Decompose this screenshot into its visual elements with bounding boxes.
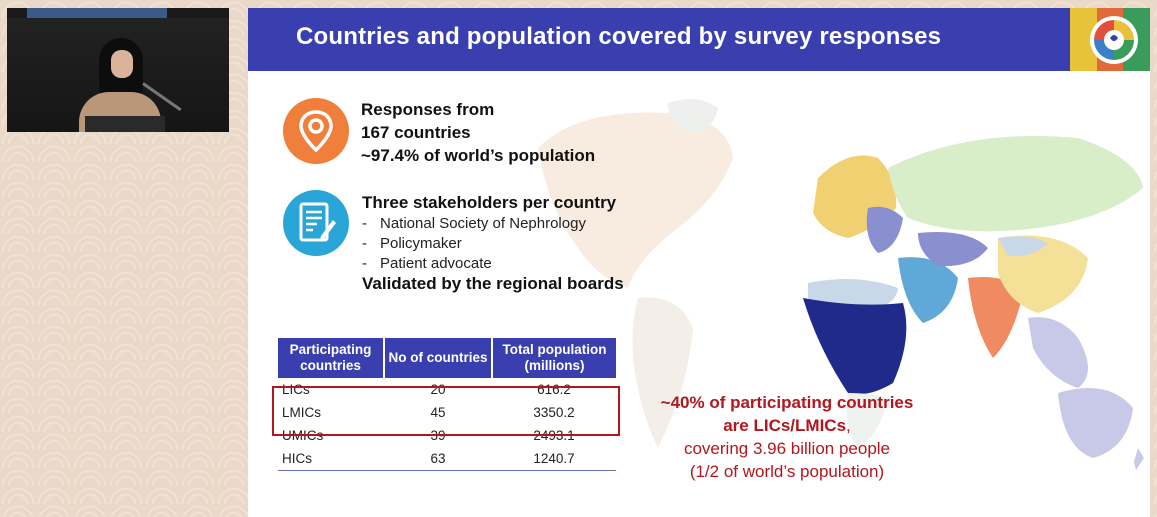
- stakeholders-heading: Three stakeholders per country: [362, 193, 617, 212]
- table-cell: 3350.2: [533, 405, 575, 420]
- validated-note: Validated by the regional boards: [362, 274, 624, 293]
- stage-banner: [27, 8, 167, 18]
- table-row: [278, 447, 616, 471]
- callout-line-2-comma: ,: [846, 416, 851, 435]
- slide-title: Countries and population covered by survey responses: [296, 23, 942, 50]
- callout-line-3: covering 3.96 billion people: [683, 439, 891, 458]
- location-pin-icon: [283, 98, 349, 164]
- presentation-slide: [248, 8, 1150, 517]
- middle-east-region: [898, 257, 958, 323]
- southeast-asia-region: [1028, 317, 1088, 388]
- table-cell: 616.2: [537, 382, 571, 397]
- eastern-europe-region: [867, 207, 903, 253]
- table-cell: 20: [430, 382, 446, 397]
- table-cell: 45: [430, 405, 446, 420]
- responses-line-2: 167 countries: [361, 123, 471, 142]
- table-cell: LMICs: [282, 405, 322, 420]
- column-header: No of countries: [384, 338, 492, 378]
- new-zealand-region: [1134, 448, 1144, 470]
- table-cell: 1240.7: [492, 447, 616, 471]
- australia-region: [1058, 388, 1133, 458]
- speaker-face: [111, 50, 133, 78]
- russia-region: [888, 136, 1143, 231]
- lic-lmic-highlight-box: [272, 386, 620, 436]
- callout-line-1: ~40% of participating countries: [660, 393, 914, 412]
- callout-line-2: [636, 414, 938, 437]
- list-item: - Patient advocate: [362, 254, 586, 274]
- column-header: Total population (millions): [492, 338, 616, 378]
- list-item: - National Society of Nephrology: [362, 214, 586, 234]
- responses-line-1: Responses from: [361, 100, 495, 119]
- callout-line-4: (1/2 of world’s population): [689, 462, 885, 481]
- table-cell: LICs: [282, 382, 310, 397]
- table-cell: 63: [384, 447, 492, 471]
- table-cell: HICs: [278, 447, 384, 471]
- table-cell: 2493.1: [533, 428, 575, 443]
- organization-logo-icon: [1090, 16, 1138, 64]
- callout-line-2-bold: are LICs/LMICs: [723, 416, 847, 435]
- callout-text: [636, 391, 938, 483]
- stakeholders-list: [362, 214, 586, 274]
- column-header: Participating countries: [278, 338, 384, 378]
- responses-summary: [361, 98, 595, 167]
- podium: [85, 116, 165, 132]
- table-header-row: [278, 338, 616, 378]
- slide-header: [248, 8, 1150, 71]
- speaker-video: [7, 8, 229, 132]
- table-cell: UMICs: [282, 428, 324, 443]
- document-edit-icon: [283, 190, 349, 256]
- table-cell: 39: [430, 428, 446, 443]
- responses-line-3: ~97.4% of world’s population: [361, 146, 596, 165]
- list-item: - Policymaker: [362, 234, 586, 254]
- sub-saharan-africa-region: [803, 298, 906, 394]
